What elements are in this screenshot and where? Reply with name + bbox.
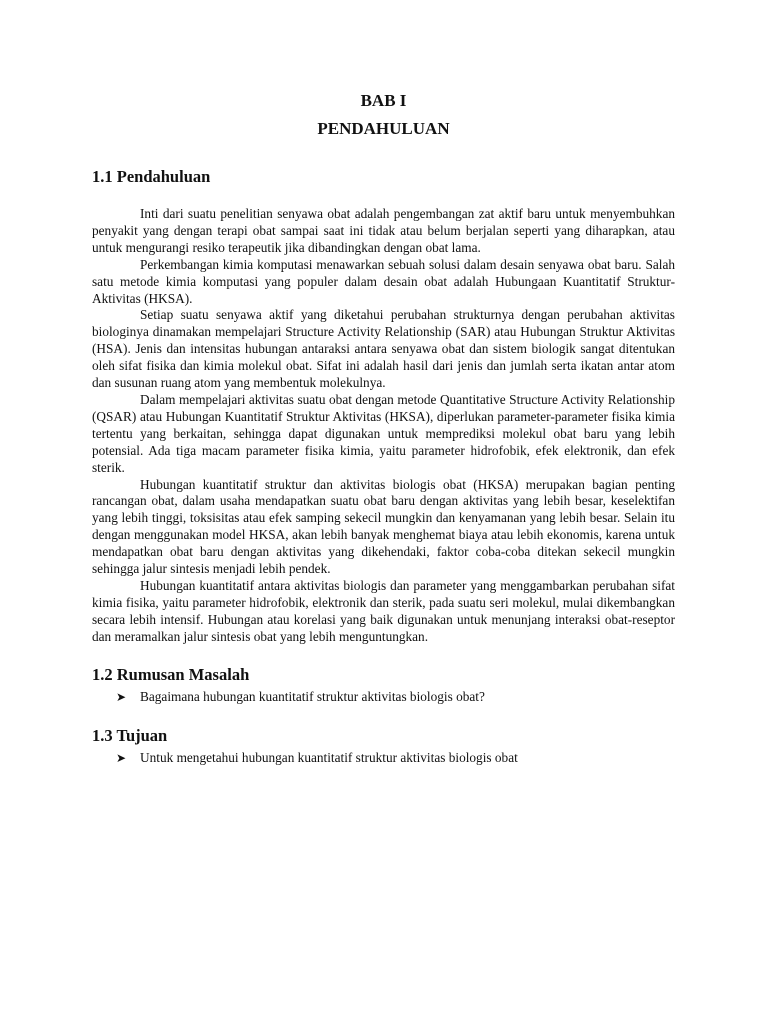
section-tujuan	[92, 725, 675, 767]
list-item-text: Bagaimana hubungan kuantitatif struktur aktivitas biologis obat?	[140, 688, 485, 704]
paragraph: Hubungan kuantitatif antara aktivitas biologis dan parameter yang menggambarkan perubahan sifat kimia fisika, yaitu parameter hidrofobik, elektronik dan sterik, pada suatu seri molekul, mulai dikembangkan secara lebih intensif. Hubungan atau korelasi yang baik digunakan untuk menunjang interaksi obat-reseptor dan meramalkan jalur sintesis obat yang lebih menguntungkan.	[92, 577, 675, 644]
section-heading-tujuan: 1.3 Tujuan	[92, 725, 168, 745]
list-item	[92, 749, 675, 767]
objective-list	[92, 749, 675, 767]
chapter-title: PENDAHULUAN	[317, 119, 450, 138]
section-rumusan-masalah	[92, 664, 675, 706]
chapter-number: BAB I	[360, 91, 407, 110]
problem-list	[92, 688, 675, 706]
paragraph: Perkembangan kimia komputasi menawarkan sebuah solusi dalam desain senyawa obat baru. Salah satu metode kimia komputasi yang populer dalam desain obat adalah Hubungaan Kuantitatif Struktur-Aktivitas (HKSA).	[92, 256, 675, 306]
paragraph-group	[92, 206, 675, 646]
section-heading-pendahuluan: 1.1 Pendahuluan	[92, 167, 211, 186]
paragraph: Dalam mempelajari aktivitas suatu obat dengan metode Quantitative Structure Activity Relationship (QSAR) atau Hubungan Kuantitatif Struktur Aktivitas (HKSA), diperlukan parameter-parameter fisika kimia tertentu yang berkaitan, sehingga dapat digunakan untuk memprediksi molekul obat baru yang lebih potensial. Ada tiga macam parameter fisika kimia, yaitu parameter hidrofobik, efek elektronik, dan efek sterik.	[92, 391, 675, 475]
section-pendahuluan	[92, 166, 675, 646]
paragraph: Setiap suatu senyawa aktif yang diketahui perubahan strukturnya dengan perubahan aktivitas biologinya dinamakan mempelajari Structure Activity Relationship (SAR) atau Hubungan Struktur Aktivitas (HSA). Jenis dan intensitas hubungan antaraksi antara senyawa obat dan sistem biologik sangat ditentukan oleh sifat fisika dan kimia molekul obat. Sifat ini adalah hasil dari jenis dan jumlah serta ikatan antar atom dan susunan ruang atom yang membentuk molekulnya.	[92, 307, 675, 391]
document-page	[92, 88, 675, 767]
arrowhead-bullet-icon: ➤	[116, 689, 127, 704]
paragraph: Inti dari suatu penelitian senyawa obat adalah pengembangan zat aktif baru untuk menyembuhkan penyakit yang dengan terapi obat sampai saat ini tidak atau belum berjalan seperti yang diharapkan, atau untuk mengurangi resiko terapeutik jika dibandingkan dengan obat lama.	[92, 206, 675, 255]
paragraph: Hubungan kuantitatif struktur dan aktivitas biologis obat (HKSA) merupakan bagian penting rancangan obat, dalam usaha mendapatkan suatu obat baru dengan aktivitas yang lebih besar, keselektifan yang lebih tinggi, toksisitas atau efek samping sekecil mungkin dan kenyamanan yang lebih besar. Selain itu dengan menggunakan model HKSA, akan lebih banyak menghemat biaya atau lebih ekonomis, karena untuk mendapatkan obat baru dengan aktivitas yang dikehendaki, faktor coba-coba ditekan sekecil mungkin sehingga jalur sintesis menjadi lebih pendek.	[92, 476, 675, 577]
arrowhead-bullet-icon: ➤	[116, 750, 127, 765]
list-item	[92, 688, 675, 706]
section-heading-rumusan-masalah: 1.2 Rumusan Masalah	[92, 664, 250, 684]
list-item-text: Untuk mengetahui hubungan kuantitatif struktur aktivitas biologis obat	[140, 749, 518, 765]
